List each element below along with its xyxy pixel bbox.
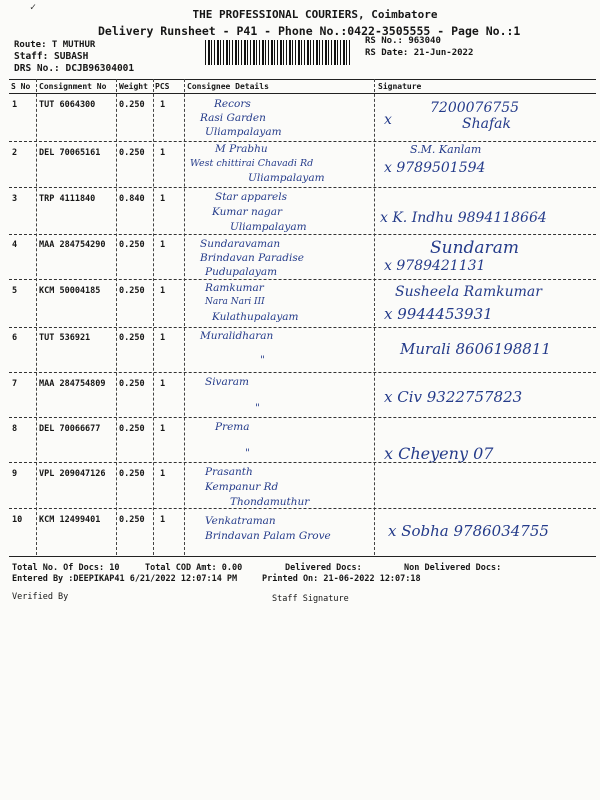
- row-divider: [9, 279, 596, 280]
- signature-name: Sundaram: [430, 238, 519, 258]
- consignee-line: Venkatraman: [205, 515, 276, 527]
- row-divider: [9, 417, 596, 418]
- row-consignment-no: DEL 70065161: [39, 148, 101, 158]
- row-pcs: 1: [160, 240, 166, 250]
- row-pcs: 1: [160, 286, 166, 296]
- signature-phone: x 9789501594: [384, 160, 486, 176]
- signature-mark: x K. Indhu 9894118664: [380, 210, 547, 226]
- signature-name: Shafak: [462, 116, 511, 132]
- document-title: THE PROFESSIONAL COURIERS, Coimbatore: [192, 8, 438, 21]
- column-divider: [374, 79, 375, 555]
- barcode: [205, 40, 350, 65]
- consignee-line: West chittirai Chavadi Rd: [190, 158, 314, 169]
- consignee-ditto: ": [260, 354, 265, 366]
- consignee-line: Pudupalayam: [205, 266, 278, 278]
- table-top-rule: [9, 79, 596, 80]
- row-divider: [9, 187, 596, 188]
- consignee-line: Uliampalayam: [230, 221, 307, 233]
- row-pcs: 1: [160, 424, 166, 434]
- consignee-line: Ramkumar: [205, 282, 264, 294]
- consignee-line: Muralidharan: [200, 330, 274, 342]
- row-pcs: 1: [160, 469, 166, 479]
- signature-mark: x Civ 9322757823: [384, 388, 523, 406]
- row-divider: [9, 462, 596, 463]
- consignee-line: Brindavan Palam Grove: [205, 530, 331, 542]
- non-delivered-docs: Non Delivered Docs:: [404, 563, 502, 573]
- row-weight: 0.250: [119, 424, 145, 434]
- row-consignment-no: KCM 50004185: [39, 286, 101, 296]
- row-sno: 2: [12, 148, 18, 158]
- signature-name: Susheela Ramkumar: [395, 284, 542, 300]
- signature-mark: Murali 8606198811: [400, 340, 551, 358]
- row-sno: 4: [12, 240, 18, 250]
- delivered-docs: Delivered Docs:: [285, 563, 362, 573]
- row-consignment-no: KCM 12499401: [39, 515, 101, 525]
- column-header-weight: Weight: [119, 82, 148, 91]
- row-divider: [9, 234, 596, 235]
- row-pcs: 1: [160, 333, 166, 343]
- row-consignment-no: TRP 4111840: [39, 194, 96, 204]
- drs-number: DRS No.: DCJB96304001: [14, 63, 135, 74]
- signature-mark: x: [384, 112, 392, 128]
- consignee-line: Brindavan Paradise: [200, 252, 304, 264]
- column-divider: [116, 79, 117, 555]
- row-pcs: 1: [160, 379, 166, 389]
- row-weight: 0.250: [119, 333, 145, 343]
- row-divider: [9, 327, 596, 328]
- signature-mark: x Sobha 9786034755: [388, 522, 549, 540]
- row-weight: 0.250: [119, 379, 145, 389]
- row-sno: 8: [12, 424, 18, 434]
- row-weight: 0.250: [119, 515, 145, 525]
- signature-mark: x Cheyeny 07: [384, 444, 494, 463]
- row-divider: [9, 372, 596, 373]
- verified-by: Verified By: [12, 592, 69, 602]
- row-weight: 0.840: [119, 194, 145, 204]
- consignee-line: Sivaram: [205, 376, 249, 388]
- consignee-ditto: ": [255, 402, 260, 414]
- row-sno: 9: [12, 469, 18, 479]
- row-weight: 0.250: [119, 469, 145, 479]
- consignee-line: Thondamuthur: [230, 496, 310, 508]
- consignee-ditto: ": [245, 447, 250, 459]
- row-consignment-no: MAA 284754809: [39, 379, 106, 389]
- pen-mark-icon: ✓: [30, 2, 37, 13]
- staff-signature: Staff Signature: [272, 594, 349, 604]
- row-weight: 0.250: [119, 148, 145, 158]
- consignee-line: Uliampalayam: [205, 126, 282, 138]
- row-pcs: 1: [160, 148, 166, 158]
- consignee-line: Rasi Garden: [200, 112, 266, 124]
- consignee-line: M Prabhu: [215, 143, 268, 155]
- table-bottom-rule: [9, 556, 596, 557]
- consignee-line: Prasanth: [205, 466, 253, 478]
- consignee-line: Kulathupalayam: [212, 311, 299, 323]
- row-consignment-no: TUT 6064300: [39, 100, 96, 110]
- row-sno: 7: [12, 379, 18, 389]
- row-divider: [9, 508, 596, 509]
- row-consignment-no: VPL 209047126: [39, 469, 106, 479]
- document-subtitle: Delivery Runsheet - P41 - Phone No.:0422-3505555 - Page No.:1: [98, 24, 521, 38]
- row-pcs: 1: [160, 515, 166, 525]
- column-header-signature: Signature: [378, 82, 422, 91]
- row-pcs: 1: [160, 194, 166, 204]
- row-divider: [9, 141, 596, 142]
- total-docs: Total No. Of Docs: 10: [12, 563, 120, 573]
- consignee-line: Recors: [214, 98, 251, 110]
- consignee-line: Uliampalayam: [248, 172, 325, 184]
- total-cod: Total COD Amt: 0.00: [145, 563, 243, 573]
- staff-label: Staff: SUBASH: [14, 51, 89, 62]
- consignee-line: Star apparels: [215, 191, 287, 203]
- row-consignment-no: MAA 284754290: [39, 240, 106, 250]
- column-divider: [184, 79, 185, 555]
- row-consignment-no: DEL 70066677: [39, 424, 101, 434]
- column-header-sno: S No: [11, 82, 31, 91]
- row-weight: 0.250: [119, 240, 145, 250]
- column-header-consignee: Consignee Details: [187, 82, 269, 91]
- consignee-line: Kumar nagar: [212, 206, 282, 218]
- row-sno: 6: [12, 333, 18, 343]
- printed-on: Printed On: 21-06-2022 12:07:18: [262, 574, 421, 584]
- column-divider: [153, 79, 154, 555]
- row-weight: 0.250: [119, 286, 145, 296]
- row-sno: 3: [12, 194, 18, 204]
- table-header-rule: [9, 93, 596, 94]
- consignee-line: Prema: [215, 421, 250, 433]
- signature-phone: x 9789421131: [384, 258, 486, 274]
- consignee-line: Sundaravaman: [200, 238, 281, 250]
- row-sno: 5: [12, 286, 18, 296]
- rs-number: RS No.: 963040: [365, 36, 441, 46]
- signature-phone: x 9944453931: [384, 305, 493, 323]
- row-sno: 1: [12, 100, 18, 110]
- consignee-line: Nara Nari III: [205, 297, 265, 307]
- row-sno: 10: [12, 515, 23, 525]
- row-weight: 0.250: [119, 100, 145, 110]
- column-divider: [36, 79, 37, 555]
- column-header-pcs: PCS: [155, 82, 170, 91]
- route-label: Route: T MUTHUR: [14, 40, 96, 50]
- signature-phone: 7200076755: [430, 100, 520, 116]
- signature-name: S.M. Kanlam: [410, 143, 482, 156]
- entered-by: Entered By :DEEPIKAP41 6/21/2022 12:07:14 PM: [12, 574, 238, 584]
- consignee-line: Kempanur Rd: [205, 481, 279, 493]
- rs-date: RS Date: 21-Jun-2022: [365, 48, 474, 58]
- column-header-consignment: Consignment No: [39, 82, 107, 91]
- row-pcs: 1: [160, 100, 166, 110]
- row-consignment-no: TUT 536921: [39, 333, 91, 343]
